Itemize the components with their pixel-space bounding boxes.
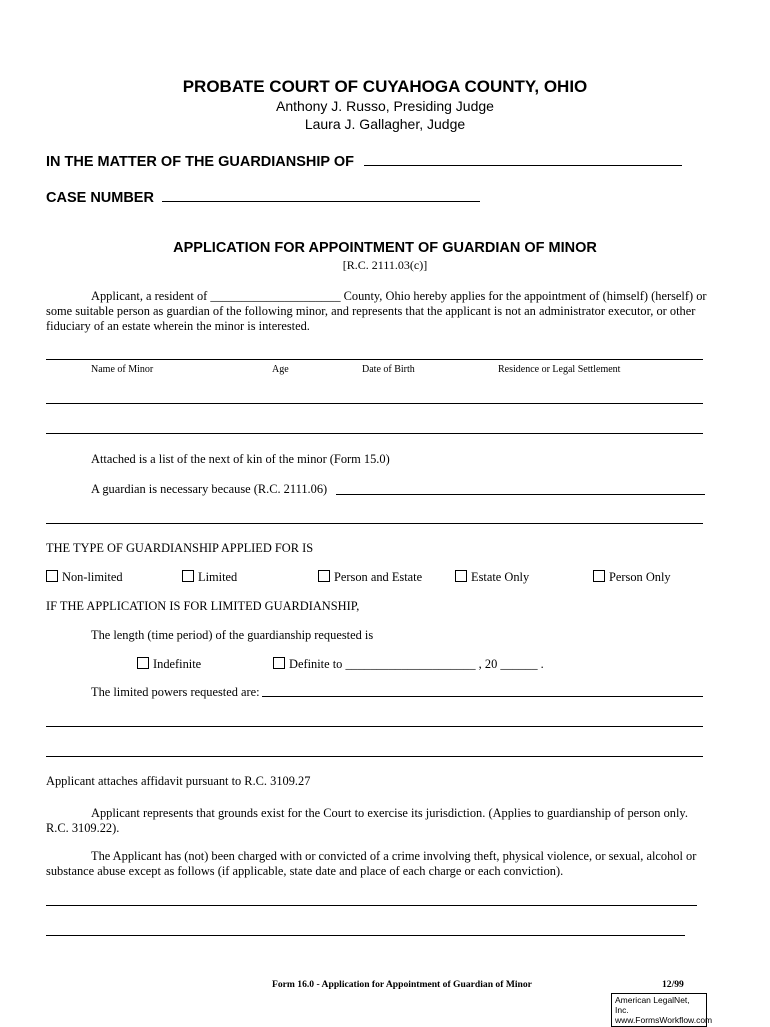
presiding-judge: Anthony J. Russo, Presiding Judge <box>276 98 494 114</box>
guardian-necessary-field[interactable] <box>336 494 705 495</box>
option-definite[interactable]: Definite to _____________________ , 20 ______ . <box>273 657 544 672</box>
case-number-field[interactable] <box>162 187 480 202</box>
intro-lead: Applicant, a resident of <box>91 289 208 303</box>
form-title: APPLICATION FOR APPOINTMENT OF GUARDIAN OF MINOR <box>173 240 597 256</box>
criminal-line-1: The Applicant has (not) been charged with or convicted of a crime involving theft, physical violence, or sexual, alcohol or <box>91 849 697 863</box>
checkbox[interactable] <box>137 657 149 669</box>
checkbox[interactable] <box>46 570 58 582</box>
column-residence: Residence or Legal Settlement <box>498 364 621 375</box>
column-name-of-minor: Name of Minor <box>91 364 154 375</box>
intro-line-2: some suitable person as guardian of the following minor, and represents that the applicant is not an administrator executor, or other <box>46 304 696 318</box>
checkbox[interactable] <box>318 570 330 582</box>
statute-reference: [R.C. 2111.03(c)] <box>342 258 428 272</box>
judge-name: Laura J. Gallagher, Judge <box>304 116 466 132</box>
footer-date: 12/99 <box>662 979 684 990</box>
guardianship-matter-row <box>46 151 682 170</box>
stamp-line-1: American LegalNet, Inc. <box>615 995 690 1015</box>
option-person-and-estate[interactable]: Person and Estate <box>318 570 422 585</box>
limited-powers-line-2[interactable] <box>46 726 703 727</box>
criminal-entry-line-2[interactable] <box>46 935 685 936</box>
limited-powers-field[interactable] <box>262 696 703 697</box>
jurisdiction-line-1: Applicant represents that grounds exist for the Court to exercise its jurisdiction. (Applies to guardianship of person only. <box>91 806 688 820</box>
footer-form-name: Form 16.0 - Application for Appointment of Guardian of Minor <box>272 979 532 990</box>
case-number-label: CASE NUMBER <box>46 190 154 206</box>
intro-rest: County, Ohio hereby applies for the appointment of (himself) (herself) or <box>343 289 707 303</box>
option-person-only[interactable]: Person Only <box>593 570 671 585</box>
column-age: Age <box>272 364 289 375</box>
checkbox[interactable] <box>273 657 285 669</box>
county-field[interactable]: _____________________ <box>210 289 341 303</box>
column-date-of-birth: Date of Birth <box>362 364 415 375</box>
type-heading: THE TYPE OF GUARDIANSHIP APPLIED FOR IS <box>46 541 314 555</box>
stamp-line-2: www.FormsWorkflow.com <box>615 1015 713 1025</box>
criminal-entry-line-1[interactable] <box>46 905 697 906</box>
limited-heading: IF THE APPLICATION IS FOR LIMITED GUARDIANSHIP, <box>46 599 360 613</box>
minor-entry-line-2[interactable] <box>46 403 703 404</box>
guardian-necessary-label: A guardian is necessary because (R.C. 2111.06) <box>91 482 328 496</box>
option-estate-only[interactable]: Estate Only <box>455 570 529 585</box>
length-label: The length (time period) of the guardianship requested is <box>91 628 374 642</box>
checkbox[interactable] <box>593 570 605 582</box>
minor-entry-line-3[interactable] <box>46 433 703 434</box>
criminal-line-2: substance abuse except as follows (if applicable, state date and place of each charge or each conviction). <box>46 864 564 878</box>
affidavit-text: Applicant attaches affidavit pursuant to R.C. 3109.27 <box>46 774 311 788</box>
definite-date-field[interactable]: _____________________ <box>345 657 476 671</box>
limited-powers-line-3[interactable] <box>46 756 703 757</box>
checkbox[interactable] <box>455 570 467 582</box>
minor-entry-line-1[interactable] <box>46 359 703 360</box>
intro-line-3: fiduciary of an estate wherein the minor is interested. <box>46 319 310 333</box>
jurisdiction-line-2: R.C. 3109.22). <box>46 821 120 835</box>
guardianship-name-field[interactable] <box>364 151 682 166</box>
intro-line-1 <box>91 289 707 304</box>
legalnet-stamp <box>611 993 713 1027</box>
court-title: PROBATE COURT OF CUYAHOGA COUNTY, OHIO <box>182 77 588 96</box>
checkbox[interactable] <box>182 570 194 582</box>
option-limited[interactable]: Limited <box>182 570 237 585</box>
case-number-row <box>46 187 480 206</box>
limited-powers-label: The limited powers requested are: <box>91 685 260 699</box>
guardianship-matter-label: IN THE MATTER OF THE GUARDIANSHIP OF <box>46 154 354 170</box>
option-indefinite[interactable]: Indefinite <box>137 657 201 672</box>
definite-year-field[interactable]: ______ <box>500 657 538 671</box>
option-non-limited[interactable]: Non-limited <box>46 570 123 585</box>
guardian-necessary-line-2[interactable] <box>46 523 703 524</box>
next-of-kin-text: Attached is a list of the next of kin of the minor (Form 15.0) <box>91 452 390 466</box>
